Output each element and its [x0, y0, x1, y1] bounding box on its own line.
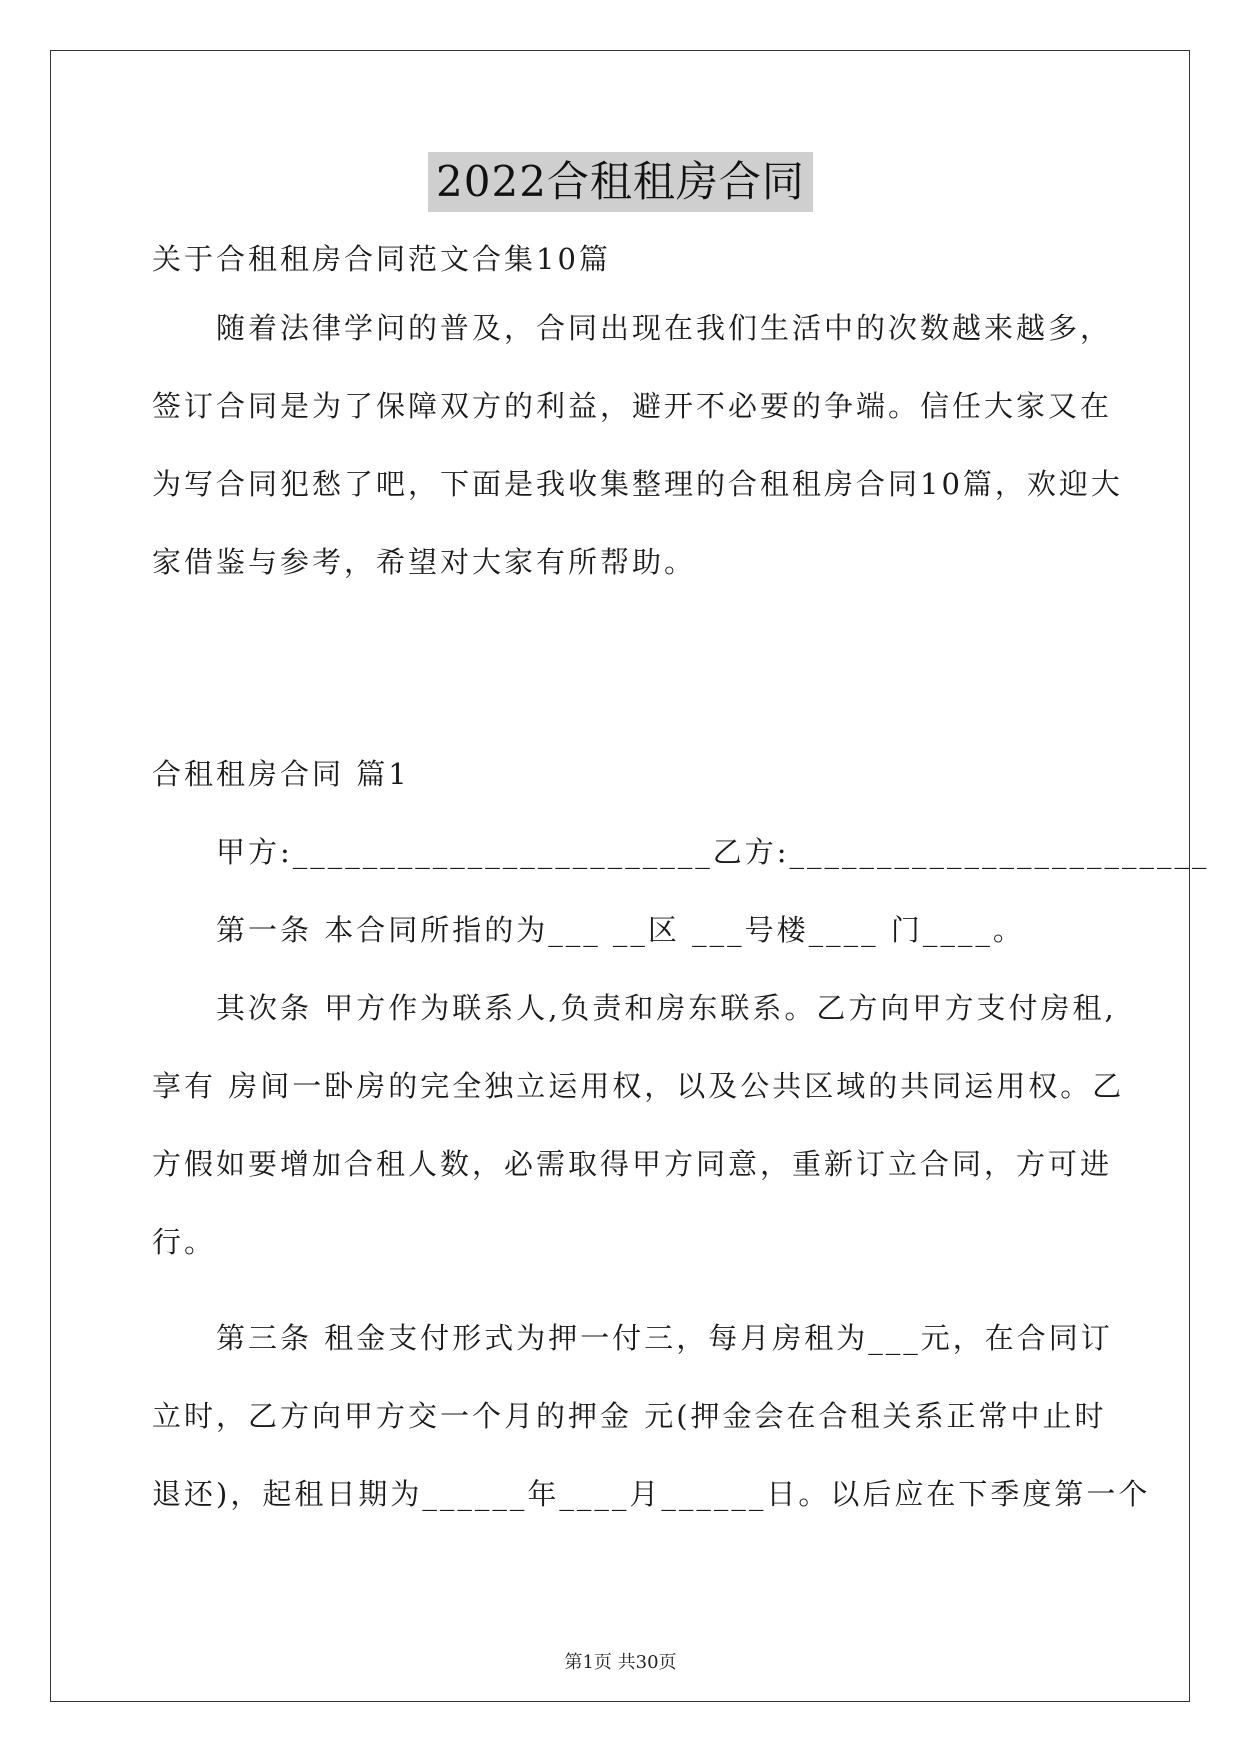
page-number-label: 第1页 共30页: [564, 1652, 677, 1673]
intro-line-4: 家借鉴与参考，希望对大家有所帮助。: [152, 545, 697, 579]
document-subtitle: 关于合租租房合同范文合集10篇: [152, 242, 611, 276]
article-3-line-1: 第三条 租金支付形式为押一付三，每月房租为___元，在合同订: [216, 1321, 1113, 1355]
article-2-line-3: 方假如要增加合租人数，必需取得甲方同意，重新订立合同，方可进: [152, 1147, 1113, 1181]
intro-line-3: 为写合同犯愁了吧，下面是我收集整理的合租租房合同10篇，欢迎大: [152, 467, 1123, 501]
intro-line-1: 随着法律学问的普及，合同出现在我们生活中的次数越来越多，: [216, 311, 1113, 345]
section-heading: 合租租房合同 篇1: [152, 757, 410, 791]
article-2-line-2: 享有 房间一卧房的完全独立运用权，以及公共区域的共同运用权。乙: [152, 1069, 1125, 1103]
intro-line-2: 签订合同是为了保障双方的利益，避开不必要的争端。信任大家又在: [152, 389, 1113, 423]
article-3-line-3: 退还)，起租日期为______年____月______日。以后应在下季度第一个: [152, 1477, 1151, 1511]
page-footer: [0, 1648, 1241, 1674]
article-2-line-1: 其次条 甲方作为联系人,负责和房东联系。乙方向甲方支付房租,: [216, 991, 1117, 1025]
article-3-line-2: 立时，乙方向甲方交一个月的押金 元(押金会在合租关系正常中止时: [152, 1399, 1107, 1433]
parties-line: 甲方:________________________乙方:________________________: [216, 835, 1210, 869]
document-title: [0, 152, 1241, 212]
article-2-line-4: 行。: [152, 1225, 217, 1259]
document-title-text: 2022合租租房合同: [428, 152, 813, 212]
article-1: 第一条 本合同所指的为___ __区 ___号楼____ 门____。: [216, 913, 1025, 947]
page-border: [50, 50, 1190, 1702]
